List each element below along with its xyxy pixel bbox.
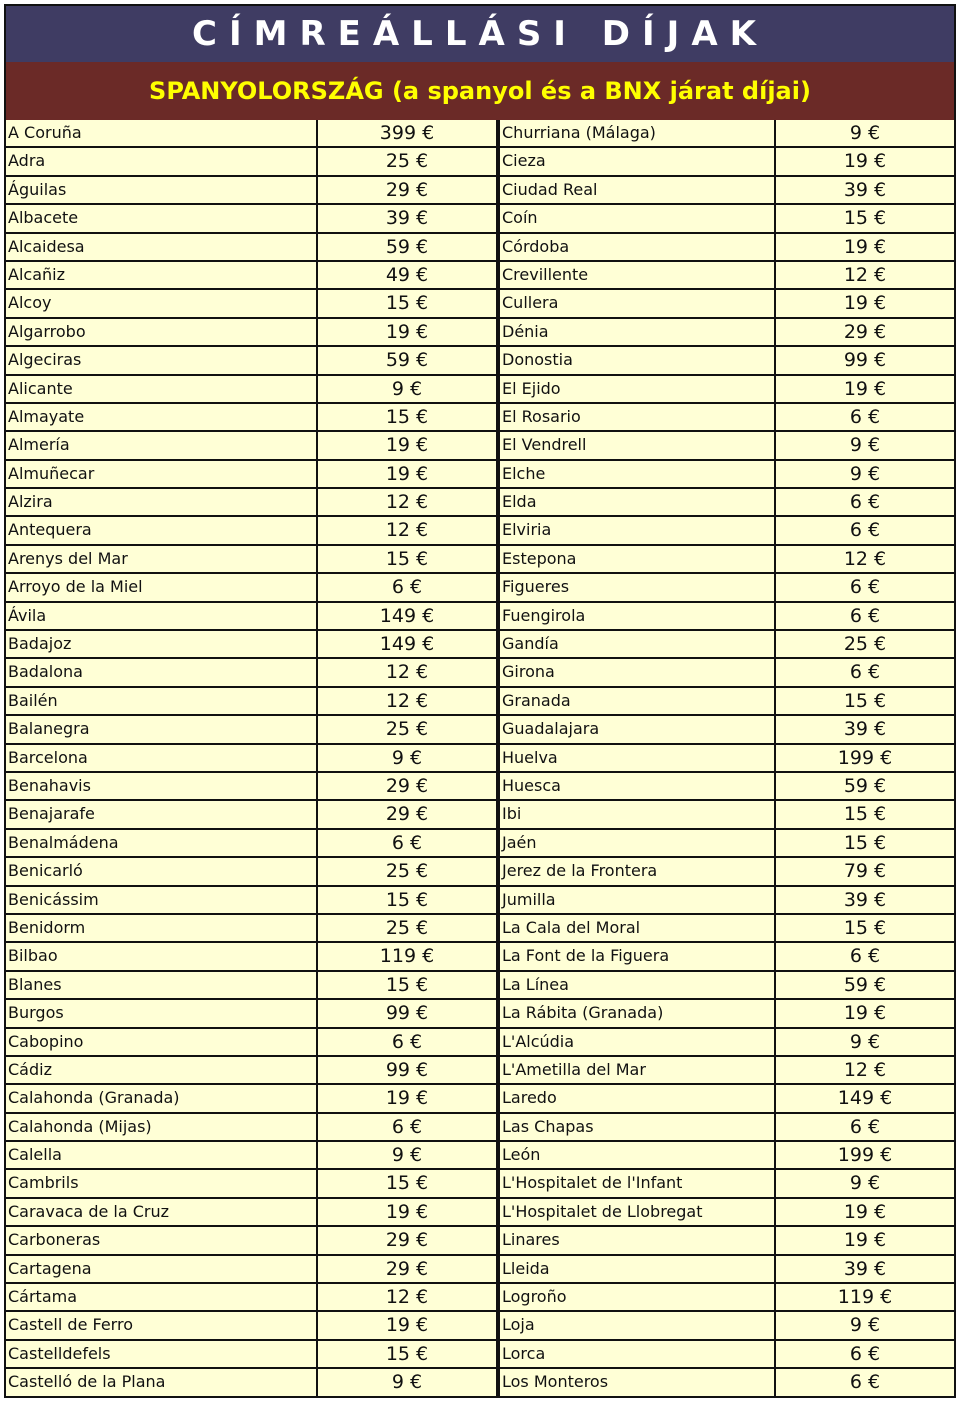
left-city-cell: Cabopino	[6, 1029, 316, 1055]
right-city-cell: Fuengirola	[500, 603, 774, 629]
right-price-cell: 19 €	[776, 148, 954, 174]
left-price-cell: 12 €	[318, 688, 496, 714]
right-city-cell: El Rosario	[500, 404, 774, 430]
left-price-cell: 99 €	[318, 1057, 496, 1083]
right-city-cell: Figueres	[500, 574, 774, 600]
left-city-cell: Almayate	[6, 404, 316, 430]
left-price-cell: 19 €	[318, 461, 496, 487]
left-city-cell: Badajoz	[6, 631, 316, 657]
left-price-cell: 59 €	[318, 234, 496, 260]
table-row	[6, 262, 954, 290]
table-row	[6, 574, 954, 602]
left-city-cell: Blanes	[6, 972, 316, 998]
left-city-cell: Benajarafe	[6, 801, 316, 827]
left-price-cell: 12 €	[318, 517, 496, 543]
right-city-cell: L'Hospitalet de Llobregat	[500, 1199, 774, 1225]
left-city-cell: Castell de Ferro	[6, 1312, 316, 1338]
right-price-cell: 39 €	[776, 716, 954, 742]
left-city-cell: Benahavis	[6, 773, 316, 799]
table-row	[6, 631, 954, 659]
right-price-cell: 6 €	[776, 1369, 954, 1395]
right-city-cell: Laredo	[500, 1085, 774, 1111]
right-city-cell: Crevillente	[500, 262, 774, 288]
left-price-cell: 19 €	[318, 1085, 496, 1111]
table-row	[6, 546, 954, 574]
left-city-cell: A Coruña	[6, 120, 316, 146]
left-city-cell: Algarrobo	[6, 319, 316, 345]
right-city-cell: Lleida	[500, 1256, 774, 1282]
left-city-cell: Almería	[6, 432, 316, 458]
left-price-cell: 19 €	[318, 1199, 496, 1225]
right-price-cell: 15 €	[776, 688, 954, 714]
page-title: CÍMREÁLLÁSI DÍJAK	[6, 6, 954, 62]
right-price-cell: 59 €	[776, 773, 954, 799]
right-city-cell: Girona	[500, 659, 774, 685]
table-body	[6, 120, 954, 1398]
right-price-cell: 59 €	[776, 972, 954, 998]
right-city-cell: Los Monteros	[500, 1369, 774, 1395]
right-price-cell: 6 €	[776, 603, 954, 629]
table-row	[6, 1312, 954, 1340]
left-city-cell: Barcelona	[6, 745, 316, 771]
table-row	[6, 376, 954, 404]
table-row	[6, 1170, 954, 1198]
right-city-cell: El Vendrell	[500, 432, 774, 458]
right-city-cell: La Rábita (Granada)	[500, 1000, 774, 1026]
left-city-cell: Algeciras	[6, 347, 316, 373]
table-row	[6, 603, 954, 631]
right-city-cell: Ciudad Real	[500, 177, 774, 203]
right-city-cell: Huesca	[500, 773, 774, 799]
right-price-cell: 19 €	[776, 1000, 954, 1026]
right-city-cell: La Cala del Moral	[500, 915, 774, 941]
table-row	[6, 1142, 954, 1170]
right-price-cell: 39 €	[776, 177, 954, 203]
right-price-cell: 19 €	[776, 376, 954, 402]
left-city-cell: Albacete	[6, 205, 316, 231]
left-price-cell: 9 €	[318, 376, 496, 402]
right-city-cell: Córdoba	[500, 234, 774, 260]
right-price-cell: 19 €	[776, 1199, 954, 1225]
right-city-cell: Elviria	[500, 517, 774, 543]
left-price-cell: 25 €	[318, 148, 496, 174]
left-price-cell: 6 €	[318, 830, 496, 856]
right-price-cell: 39 €	[776, 1256, 954, 1282]
table-row	[6, 1341, 954, 1369]
left-city-cell: Ávila	[6, 603, 316, 629]
table-row	[6, 290, 954, 318]
right-city-cell: Jerez de la Frontera	[500, 858, 774, 884]
left-city-cell: Arroyo de la Miel	[6, 574, 316, 600]
left-city-cell: Bilbao	[6, 943, 316, 969]
table-row	[6, 801, 954, 829]
right-price-cell: 79 €	[776, 858, 954, 884]
right-price-cell: 6 €	[776, 404, 954, 430]
left-price-cell: 15 €	[318, 887, 496, 913]
table-row	[6, 716, 954, 744]
right-price-cell: 6 €	[776, 659, 954, 685]
price-table	[4, 4, 956, 1398]
right-price-cell: 6 €	[776, 517, 954, 543]
left-city-cell: Caravaca de la Cruz	[6, 1199, 316, 1225]
left-price-cell: 15 €	[318, 290, 496, 316]
table-row	[6, 347, 954, 375]
left-city-cell: Calahonda (Mijas)	[6, 1114, 316, 1140]
left-city-cell: Badalona	[6, 659, 316, 685]
left-price-cell: 29 €	[318, 1256, 496, 1282]
table-row	[6, 773, 954, 801]
left-price-cell: 39 €	[318, 205, 496, 231]
right-price-cell: 15 €	[776, 801, 954, 827]
left-price-cell: 59 €	[318, 347, 496, 373]
table-row	[6, 404, 954, 432]
table-row	[6, 688, 954, 716]
left-city-cell: Alcoy	[6, 290, 316, 316]
table-row	[6, 1029, 954, 1057]
left-city-cell: Adra	[6, 148, 316, 174]
right-city-cell: Cieza	[500, 148, 774, 174]
left-city-cell: Calella	[6, 1142, 316, 1168]
left-city-cell: Balanegra	[6, 716, 316, 742]
left-city-cell: Carboneras	[6, 1227, 316, 1253]
left-price-cell: 12 €	[318, 489, 496, 515]
left-city-cell: Antequera	[6, 517, 316, 543]
right-city-cell: L'Hospitalet de l'Infant	[500, 1170, 774, 1196]
right-price-cell: 199 €	[776, 745, 954, 771]
table-row	[6, 1199, 954, 1227]
left-price-cell: 29 €	[318, 801, 496, 827]
table-row	[6, 148, 954, 176]
right-city-cell: Loja	[500, 1312, 774, 1338]
right-city-cell: L'Ametilla del Mar	[500, 1057, 774, 1083]
right-price-cell: 19 €	[776, 234, 954, 260]
page-subtitle: SPANYOLORSZÁG (a spanyol és a BNX járat díjai)	[6, 62, 954, 120]
table-row	[6, 177, 954, 205]
left-price-cell: 399 €	[318, 120, 496, 146]
right-city-cell: Coín	[500, 205, 774, 231]
left-price-cell: 19 €	[318, 1312, 496, 1338]
left-price-cell: 15 €	[318, 972, 496, 998]
left-city-cell: Alzira	[6, 489, 316, 515]
left-price-cell: 25 €	[318, 915, 496, 941]
left-city-cell: Cartagena	[6, 1256, 316, 1282]
right-price-cell: 9 €	[776, 1029, 954, 1055]
left-price-cell: 12 €	[318, 659, 496, 685]
table-row	[6, 1085, 954, 1113]
table-row	[6, 745, 954, 773]
right-price-cell: 99 €	[776, 347, 954, 373]
left-city-cell: Cádiz	[6, 1057, 316, 1083]
left-price-cell: 25 €	[318, 716, 496, 742]
left-city-cell: Arenys del Mar	[6, 546, 316, 572]
left-price-cell: 15 €	[318, 404, 496, 430]
right-city-cell: Lorca	[500, 1341, 774, 1367]
left-city-cell: Castelldefels	[6, 1341, 316, 1367]
right-city-cell: Donostia	[500, 347, 774, 373]
right-price-cell: 9 €	[776, 461, 954, 487]
table-row	[6, 943, 954, 971]
right-city-cell: Churriana (Málaga)	[500, 120, 774, 146]
table-row	[6, 319, 954, 347]
right-city-cell: Elda	[500, 489, 774, 515]
left-price-cell: 15 €	[318, 546, 496, 572]
right-price-cell: 199 €	[776, 1142, 954, 1168]
right-price-cell: 15 €	[776, 205, 954, 231]
right-price-cell: 12 €	[776, 546, 954, 572]
right-city-cell: Granada	[500, 688, 774, 714]
left-city-cell: Benicássim	[6, 887, 316, 913]
left-price-cell: 12 €	[318, 1284, 496, 1310]
right-city-cell: Jaén	[500, 830, 774, 856]
table-row	[6, 915, 954, 943]
left-price-cell: 9 €	[318, 745, 496, 771]
left-city-cell: Burgos	[6, 1000, 316, 1026]
table-row	[6, 517, 954, 545]
table-row	[6, 1000, 954, 1028]
table-row	[6, 1369, 954, 1397]
right-price-cell: 6 €	[776, 943, 954, 969]
table-row	[6, 1057, 954, 1085]
right-city-cell: Elche	[500, 461, 774, 487]
right-price-cell: 9 €	[776, 1170, 954, 1196]
right-city-cell: Las Chapas	[500, 1114, 774, 1140]
left-price-cell: 29 €	[318, 1227, 496, 1253]
table-row	[6, 887, 954, 915]
left-price-cell: 29 €	[318, 773, 496, 799]
right-price-cell: 29 €	[776, 319, 954, 345]
right-price-cell: 25 €	[776, 631, 954, 657]
table-row	[6, 205, 954, 233]
left-city-cell: Benidorm	[6, 915, 316, 941]
left-price-cell: 25 €	[318, 858, 496, 884]
left-price-cell: 149 €	[318, 631, 496, 657]
left-city-cell: Alcaidesa	[6, 234, 316, 260]
left-city-cell: Bailén	[6, 688, 316, 714]
right-price-cell: 15 €	[776, 830, 954, 856]
right-price-cell: 119 €	[776, 1284, 954, 1310]
right-price-cell: 9 €	[776, 1312, 954, 1338]
left-price-cell: 19 €	[318, 432, 496, 458]
left-price-cell: 99 €	[318, 1000, 496, 1026]
table-row	[6, 830, 954, 858]
left-price-cell: 6 €	[318, 574, 496, 600]
left-price-cell: 6 €	[318, 1114, 496, 1140]
left-price-cell: 149 €	[318, 603, 496, 629]
right-price-cell: 15 €	[776, 915, 954, 941]
table-row	[6, 234, 954, 262]
left-price-cell: 49 €	[318, 262, 496, 288]
right-price-cell: 19 €	[776, 290, 954, 316]
table-row	[6, 1114, 954, 1142]
right-price-cell: 6 €	[776, 1341, 954, 1367]
table-row	[6, 972, 954, 1000]
left-price-cell: 15 €	[318, 1170, 496, 1196]
left-city-cell: Almuñecar	[6, 461, 316, 487]
right-city-cell: Estepona	[500, 546, 774, 572]
right-city-cell: Ibi	[500, 801, 774, 827]
right-price-cell: 6 €	[776, 574, 954, 600]
right-city-cell: La Font de la Figuera	[500, 943, 774, 969]
left-city-cell: Alicante	[6, 376, 316, 402]
table-row	[6, 432, 954, 460]
right-price-cell: 149 €	[776, 1085, 954, 1111]
left-price-cell: 29 €	[318, 177, 496, 203]
right-price-cell: 12 €	[776, 262, 954, 288]
right-price-cell: 39 €	[776, 887, 954, 913]
right-price-cell: 12 €	[776, 1057, 954, 1083]
table-row	[6, 1284, 954, 1312]
right-price-cell: 6 €	[776, 489, 954, 515]
right-city-cell: Logroño	[500, 1284, 774, 1310]
right-city-cell: La Línea	[500, 972, 774, 998]
right-price-cell: 9 €	[776, 120, 954, 146]
right-city-cell: El Ejido	[500, 376, 774, 402]
left-price-cell: 19 €	[318, 319, 496, 345]
right-city-cell: L'Alcúdia	[500, 1029, 774, 1055]
right-city-cell: Dénia	[500, 319, 774, 345]
right-city-cell: Linares	[500, 1227, 774, 1253]
left-price-cell: 119 €	[318, 943, 496, 969]
right-city-cell: Huelva	[500, 745, 774, 771]
left-price-cell: 9 €	[318, 1142, 496, 1168]
table-row	[6, 489, 954, 517]
left-city-cell: Cambrils	[6, 1170, 316, 1196]
left-city-cell: Águilas	[6, 177, 316, 203]
right-price-cell: 9 €	[776, 432, 954, 458]
table-row	[6, 858, 954, 886]
left-city-cell: Cártama	[6, 1284, 316, 1310]
right-city-cell: Cullera	[500, 290, 774, 316]
table-row	[6, 1227, 954, 1255]
right-price-cell: 6 €	[776, 1114, 954, 1140]
table-row	[6, 659, 954, 687]
left-city-cell: Alcañiz	[6, 262, 316, 288]
right-city-cell: León	[500, 1142, 774, 1168]
left-price-cell: 9 €	[318, 1369, 496, 1395]
left-city-cell: Castelló de la Plana	[6, 1369, 316, 1395]
left-city-cell: Benicarló	[6, 858, 316, 884]
left-price-cell: 6 €	[318, 1029, 496, 1055]
right-city-cell: Gandía	[500, 631, 774, 657]
right-price-cell: 19 €	[776, 1227, 954, 1253]
table-row	[6, 1256, 954, 1284]
table-row	[6, 120, 954, 148]
table-row	[6, 461, 954, 489]
right-city-cell: Guadalajara	[500, 716, 774, 742]
left-city-cell: Calahonda (Granada)	[6, 1085, 316, 1111]
left-price-cell: 15 €	[318, 1341, 496, 1367]
right-city-cell: Jumilla	[500, 887, 774, 913]
left-city-cell: Benalmádena	[6, 830, 316, 856]
